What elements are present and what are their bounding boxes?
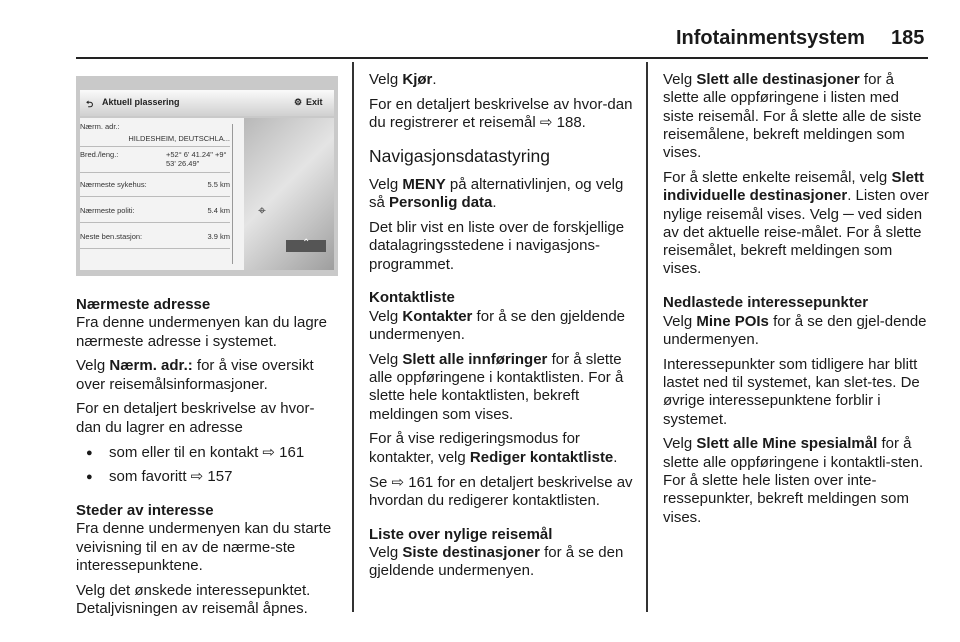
- paragraph: Velg Siste destinasjoner for å se den gjeldende undermenyen.: [369, 543, 624, 580]
- paragraph: Velg Slett alle innføringer for å slette alle oppføringene i kontaktlisten. For å slette hele kontaktlisten, bekreft meldingen som vises.: [369, 350, 624, 423]
- heading-steder-av-interesse: Steder av interesse: [76, 502, 214, 520]
- paragraph: Velg det ønskede interessepunktet. Detaljvisningen av reisemål åpnes.: [76, 581, 311, 618]
- paragraph: Velg Slett alle destinasjoner for å slette alle oppføringene i listen med siste reisemål. For å slette alle de siste reisemålene, bekreft meldingen som vises.: [663, 71, 922, 162]
- paragraph: For å vise redigeringsmodus for kontakter, velg Rediger kontaktliste.: [369, 430, 618, 466]
- paragraph: Velg Mine POIs for å se den gjel-dende undermenyen.: [663, 312, 927, 348]
- collapse-button: [286, 240, 326, 252]
- gear-icon: ⚙: [294, 97, 303, 107]
- list-item: Nærm. adr.: HILDESHEIM, DEUTSCHLA...: [80, 122, 230, 147]
- column-1: [76, 296, 338, 625]
- paragraph: Velg Nærm. adr.: for å vise oversikt over reisemålsinformasjoner.: [76, 357, 314, 393]
- paragraph: Velg Kjør.: [369, 71, 437, 88]
- paragraph: For en detaljert beskrivelse av hvor-dan du registrerer et reisemål ⇨ 188.: [369, 95, 633, 132]
- chevron-up-icon: ⌃: [302, 238, 311, 249]
- list-item: Neste ben.stasjon: 3.9 km: [80, 232, 230, 249]
- navigation-screenshot: [76, 76, 338, 276]
- column-divider: [352, 62, 354, 612]
- list-item: Nærmeste sykehus: 5.5 km: [80, 180, 230, 197]
- paragraph: Interessepunkter som tidligere har blitt lastet ned til systemet, kan slet-tes. De øvrige interessepunktene forblir i systemet.: [663, 355, 920, 428]
- paragraph: Fra denne undermenyen kan du lagre nærmeste adresse i systemet.: [76, 314, 328, 350]
- list-item: Bred./leng.: +52° 6' 41.24" +9° 53' 26.49": [80, 150, 230, 173]
- info-list: [80, 118, 244, 270]
- paragraph: Fra denne undermenyen kan du starte veivisning til en av de nærme-ste interessepunktene.: [76, 520, 332, 575]
- page-header: [0, 0, 960, 60]
- paragraph: For en detaljert beskrivelse av hvor-dan du lagrer en adresse: [76, 400, 315, 436]
- heading-naermeste-adresse: Nærmeste adresse: [76, 296, 211, 313]
- page-number: 185: [891, 27, 925, 49]
- paragraph: Velg Kontakter for å se den gjeldende undermenyen.: [369, 307, 626, 343]
- paragraph: Velg MENY på alternativlinjen, og velg så Personlig data.: [369, 175, 624, 212]
- column-divider: [646, 62, 648, 612]
- list-item: ● som eller til en kontakt ⇨ 161: [76, 444, 338, 462]
- list-item: ● som favoritt ⇨ 157: [76, 468, 338, 486]
- column-3: [663, 71, 931, 533]
- exit-button: Exit: [306, 97, 323, 107]
- header-rule: [76, 57, 928, 59]
- back-icon: ⮌: [86, 99, 94, 109]
- section-heading: Navigasjonsdatastyring: [369, 145, 550, 166]
- paragraph: Velg Slett alle Mine spesialmål for å slette alle oppføringene i kontaktli-sten. For å slette hele listen over inte-ressepunkter, bekreft meldingen som vises.: [663, 435, 924, 526]
- scrollbar: [232, 124, 240, 264]
- screen-title-bar: [80, 90, 334, 116]
- paragraph: Se ⇨ 161 for en detaljert beskrivelse av hvordan du redigerer kontaktlisten.: [369, 473, 633, 509]
- heading-liste-over-nylige-reisemaal: Liste over nylige reisemål: [369, 525, 553, 543]
- paragraph: Det blir vist en liste over de forskjellige datalagringsstedene i navigasjons-programmet.: [369, 218, 625, 273]
- running-title: Infotainmentsystem: [676, 27, 865, 49]
- crosshair-icon: ⌖: [258, 202, 266, 218]
- column-2: [369, 71, 635, 587]
- bullet-list: [76, 444, 338, 487]
- screen-title: Aktuell plassering: [102, 97, 180, 107]
- list-item: Nærmeste politi: 5.4 km: [80, 206, 230, 223]
- heading-kontaktliste: Kontaktliste: [369, 289, 455, 307]
- paragraph: For å slette enkelte reisemål, velg Slett individuelle destinasjoner. Listen over nylige reisemål vises. Velg ─ ved siden av det aktuelle reise-målet. For å slette reisemålet, bekreft meldingen som vises.: [663, 168, 929, 278]
- heading-nedlastede-interessepunkter: Nedlastede interessepunkter: [663, 294, 869, 312]
